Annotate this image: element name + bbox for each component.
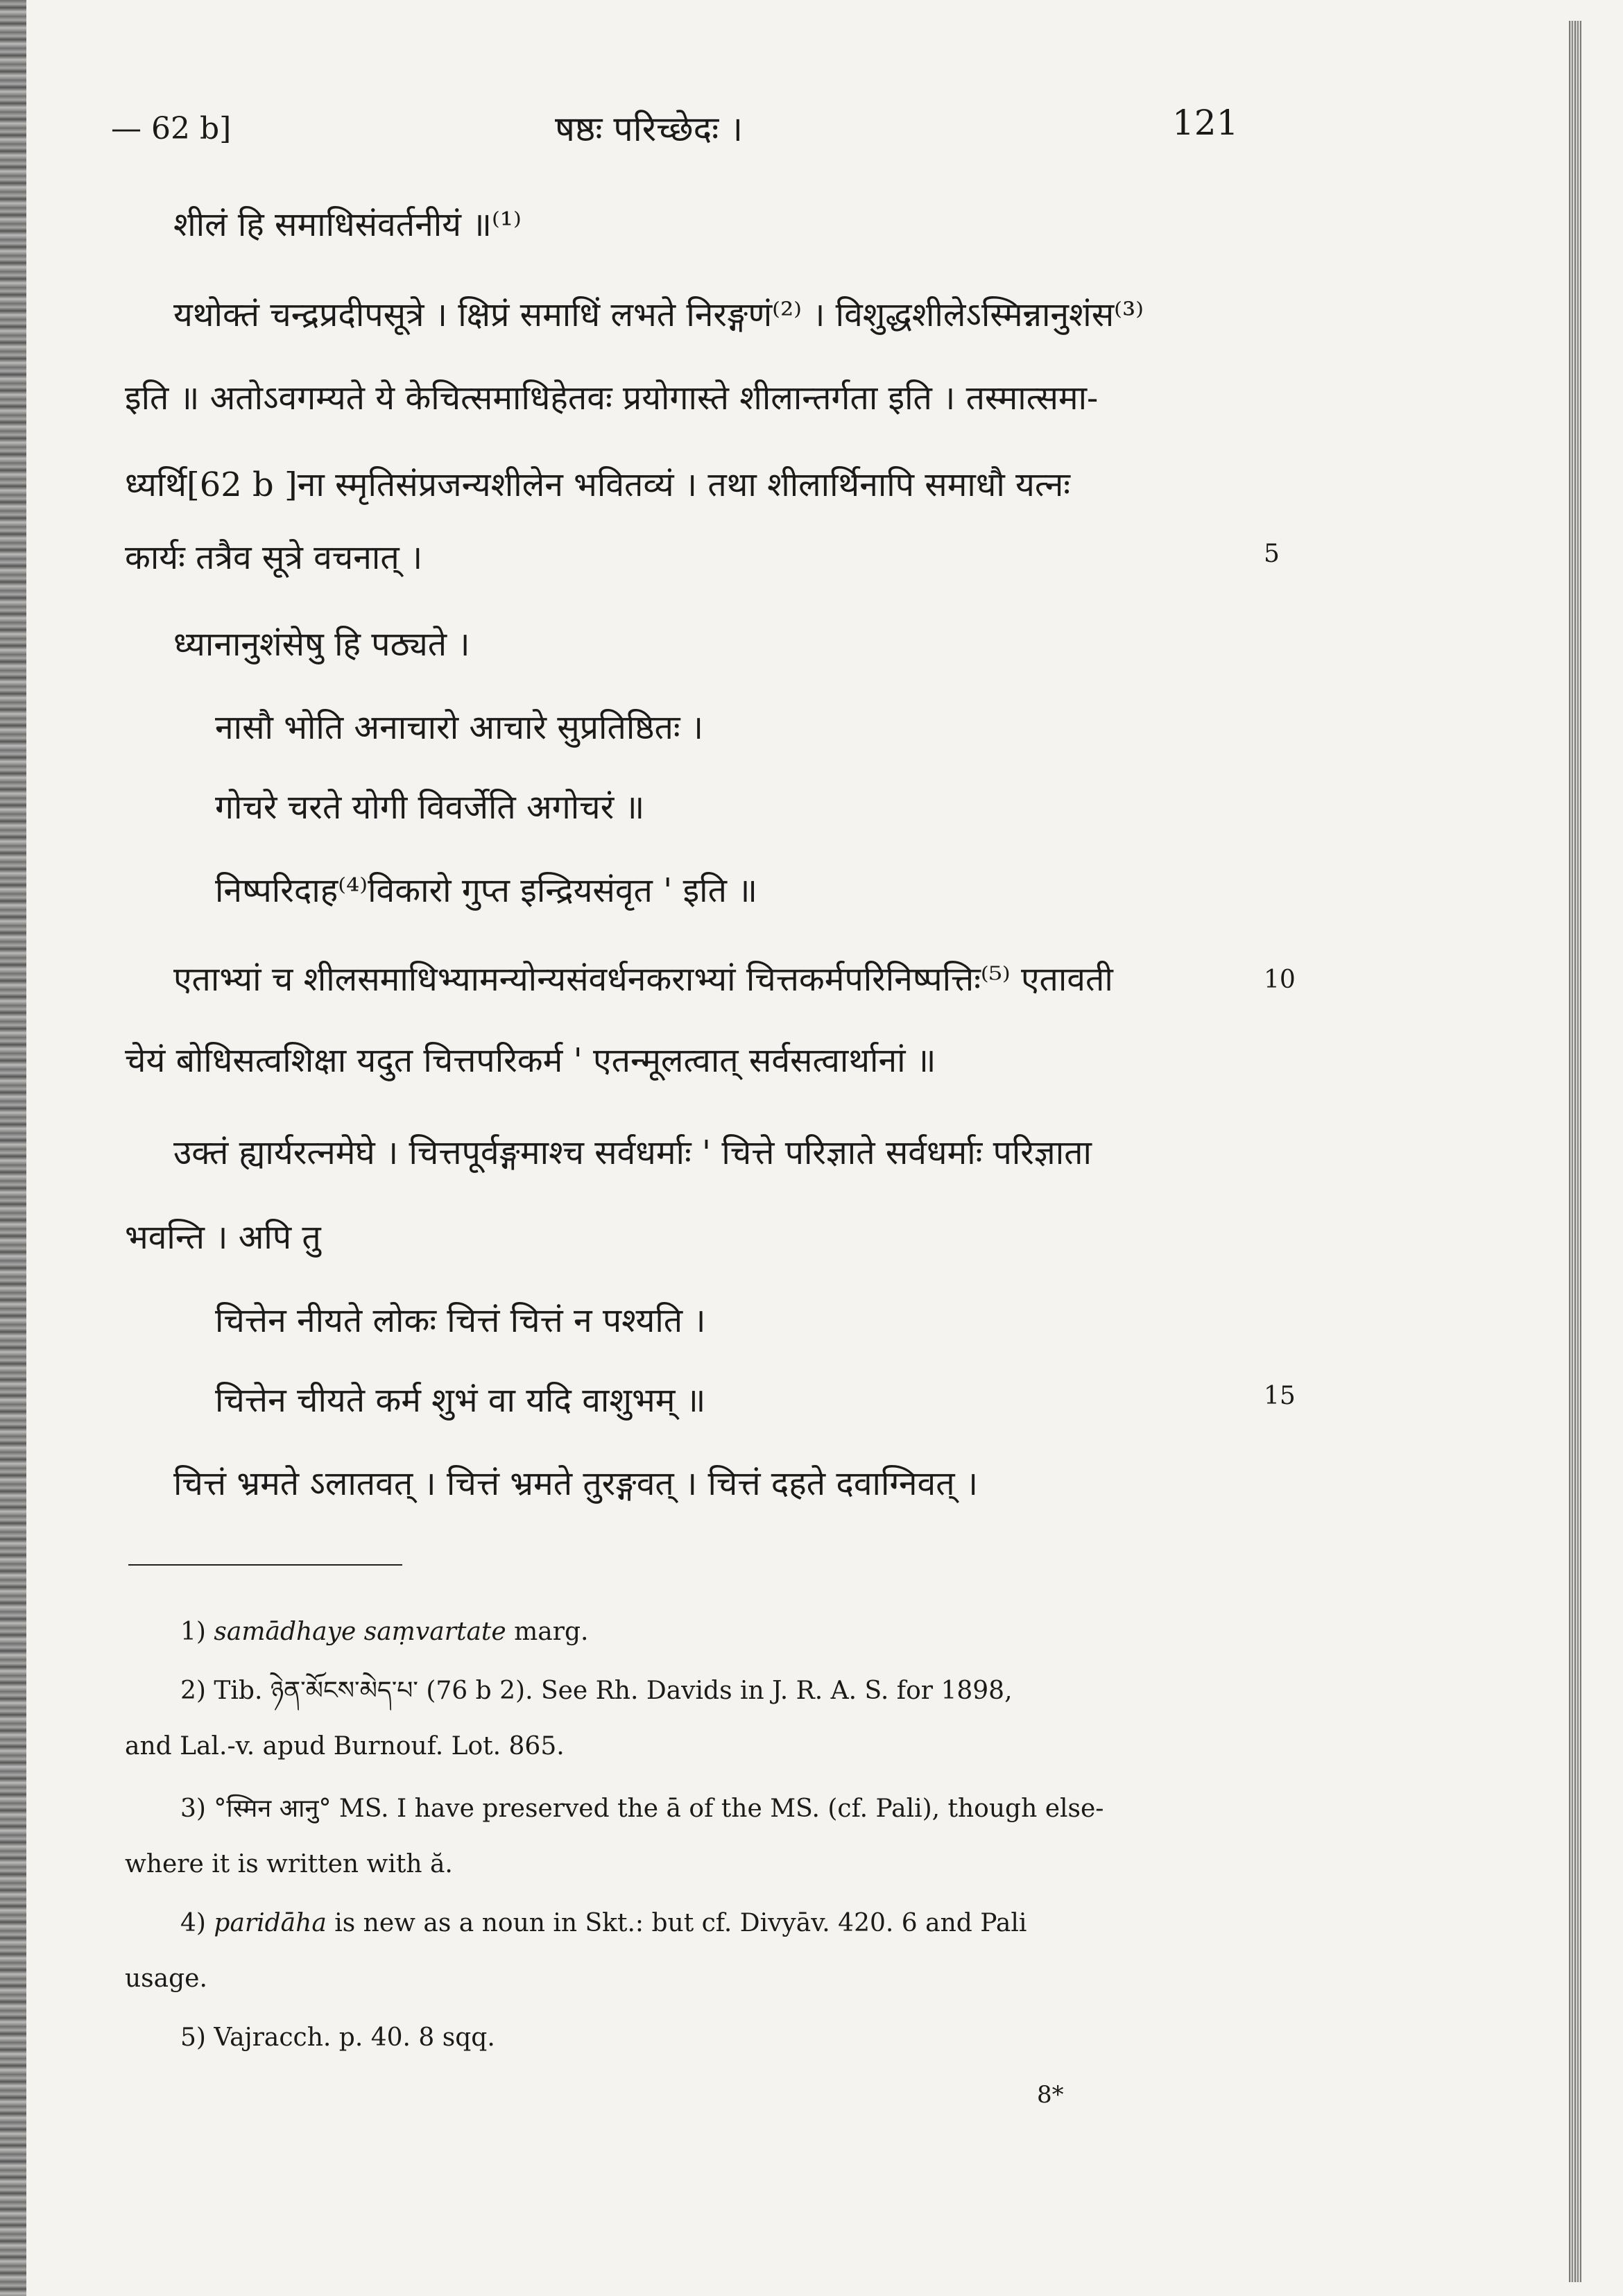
verse-line: चित्तेन चीयते कर्म शुभं वा यदि वाशुभम् ॥ bbox=[215, 1381, 706, 1420]
footnote-italic: samādhaye saṃvartate bbox=[214, 1618, 506, 1646]
footnote-italic: paridāha bbox=[214, 1909, 327, 1937]
footnote-3-line-1: 3) °स्मिन आनु° MS. I have preserved the ā of the MS. (cf. Pali), though else- bbox=[180, 1794, 1104, 1823]
text-line: इति ॥ अतोऽवगम्यते ये केचित्समाधिहेतवः प्रयोगास्ते शीलान्तर्गता इति । तस्मात्समा- bbox=[125, 379, 1099, 418]
verse-line: नासौ भोति अनाचारो आचारे सुप्रतिष्ठितः । bbox=[215, 708, 704, 747]
footnote-1 bbox=[180, 1620, 588, 1645]
footnote-text: marg. bbox=[506, 1618, 589, 1646]
text-line: चेयं बोधिसत्वशिक्षा यदुत चित्तपरिकर्म ' एतन्मूलत्वात् सर्वसत्वार्थानां ॥ bbox=[125, 1041, 936, 1080]
text-line: ध्यानानुशंसेषु हि पठ्यते । bbox=[173, 625, 470, 664]
line-number: 5 bbox=[1264, 540, 1280, 568]
footnote-4-line-2: usage. bbox=[125, 1964, 207, 1993]
verse-line: गोचरे चरते योगी विवर्जेति अगोचरं ॥ bbox=[215, 788, 645, 827]
text-line: चित्तं भ्रमते ऽलातवत् । चित्तं भ्रमते तुरङ्गवत् । चित्तं दहते दवाग्निवत् । bbox=[173, 1464, 979, 1503]
header-chapter-title: षष्ठः परिच्छेदः । bbox=[555, 109, 744, 149]
line-number: 15 bbox=[1264, 1382, 1296, 1410]
footnote-5: 5) Vajracch. p. 40. 8 sqq. bbox=[180, 2023, 495, 2052]
signature-mark: 8* bbox=[1037, 2081, 1064, 2109]
text-line: उक्तं ह्यार्यरत्नमेघे । चित्तपूर्वङ्गमाश्च सर्वधर्माः ' चित्ते परिज्ञाते सर्वधर्माः परिज्ञाता bbox=[173, 1133, 1092, 1172]
text-line: एताभ्यां च शीलसमाधिभ्यामन्योन्यसंवर्धनकराभ्यां चित्तकर्मपरिनिष्पत्तिः⁽⁵⁾ एतावती bbox=[173, 960, 1113, 999]
verse-line: निष्परिदाह⁽⁴⁾विकारो गुप्त इन्द्रियसंवृत ' इति ॥ bbox=[215, 871, 757, 910]
verse-line: चित्तेन नीयते लोकः चित्तं चित्तं न पश्यति । bbox=[215, 1301, 706, 1340]
text-line: कार्यः तत्रैव सूत्रे वचनात् । bbox=[125, 538, 423, 577]
footnote-number: 4) bbox=[180, 1909, 206, 1937]
footnote-text: is new as a noun in Skt.: but cf. Divyāv. 420. 6 and Pali bbox=[326, 1909, 1027, 1937]
scan-binding-right bbox=[1569, 21, 1581, 2282]
text-line: शीलं हि समाधिसंवर्तनीयं ॥⁽¹⁾ bbox=[173, 205, 522, 244]
header-leaf-ref: — 62 b] bbox=[111, 111, 232, 146]
page-number: 121 bbox=[1172, 103, 1239, 143]
footnote-2-line-2: and Lal.-v. apud Burnouf. Lot. 865. bbox=[125, 1732, 565, 1760]
scan-binding-left bbox=[0, 0, 26, 2296]
footnote-number: 1) bbox=[180, 1618, 206, 1646]
line-number: 10 bbox=[1264, 966, 1296, 994]
footnote-3-line-2: where it is written with ă. bbox=[125, 1850, 453, 1878]
text-line: भवन्ति । अपि तु bbox=[125, 1218, 321, 1257]
footnote-rule bbox=[128, 1564, 402, 1566]
footnote-4-line-1 bbox=[180, 1911, 1027, 1936]
footnote-2-line-1: 2) Tib. ཉེན་མོངས་མེད་པ་ (76 b 2). See Rh. Davids in J. R. A. S. for 1898, bbox=[180, 1677, 1013, 1705]
text-line: ध्यर्थि[62 b ]ना स्मृतिसंप्रजन्यशीलेन भवितव्यं । तथा शीलार्थिनापि समाधौ यत्नः bbox=[125, 465, 1070, 504]
text-line: यथोक्तं चन्द्रप्रदीपसूत्रे । क्षिप्रं समाधिं लभते निरङ्गणं⁽²⁾ । विशुद्धशीलेऽस्मिन्नानुशंस⁽³⁾ bbox=[173, 295, 1144, 334]
